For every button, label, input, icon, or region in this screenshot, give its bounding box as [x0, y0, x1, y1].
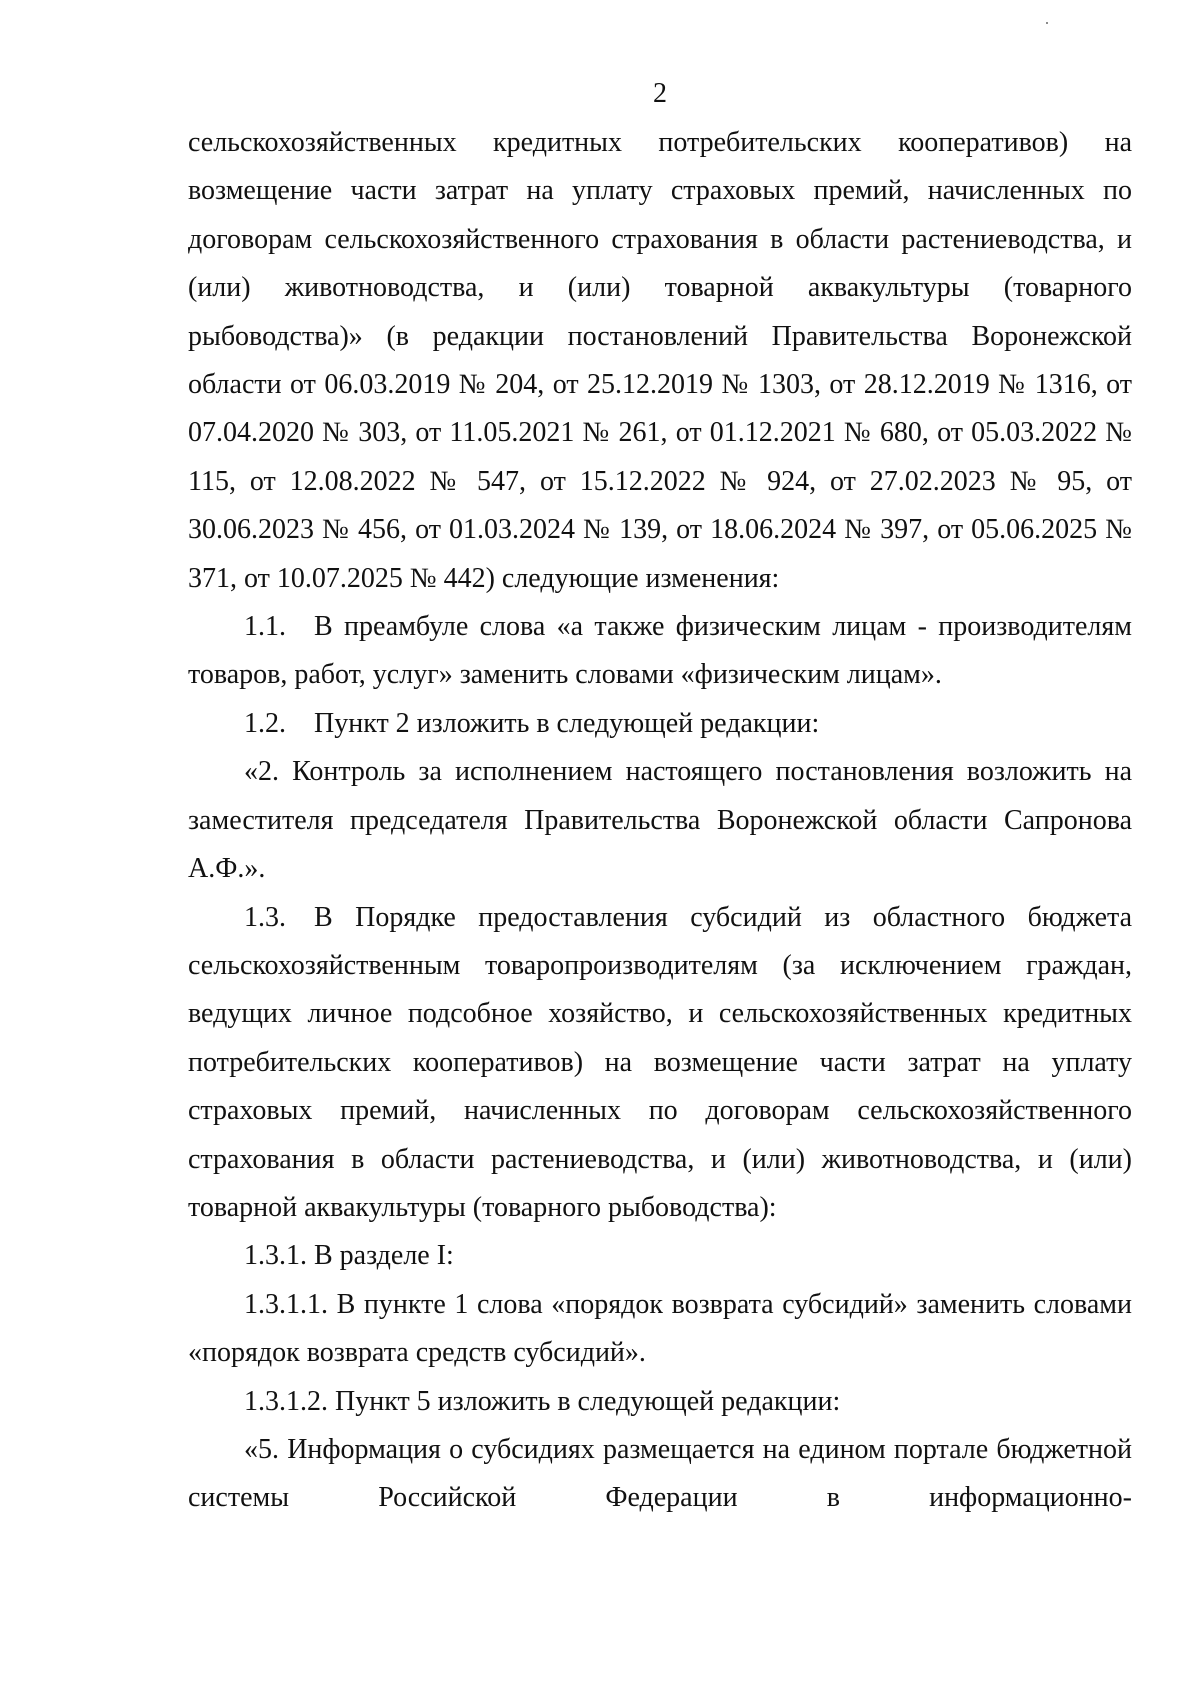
paragraph-item-1-3-1-1: 1.3.1.1. В пункте 1 слова «порядок возврата субсидий» заменить словами «порядок возврата средств субсидий». — [188, 1288, 1132, 1369]
paragraph-quote-item-5: «5. Информация о субсидиях размещается на едином портале бюджетной системы Российской Федерации в информационно- — [188, 1433, 1132, 1514]
paragraph-item-1-3-1: 1.3.1. В разделе I: — [244, 1240, 454, 1272]
paragraph-item-1-2: 1.2. Пункт 2 изложить в следующей редакции: — [244, 707, 820, 739]
scan-artifact-dot — [1046, 22, 1048, 24]
paragraph-continuation: сельскохозяйственных кредитных потребительских кооперативов) на возмещение части затрат на уплату страховых премий, начисленных по договорам сельскохозяйственного страхования в области растениеводства, и (или) животноводства, и (или) товарной аквакультуры (товарного рыбоводства)» (в редакции постановлений Правительства Воронежской области от 06.03.2019 № 204, от 25.12.2019 № 1303, от 28.12.2019 № 1316, от 07.04.2020 № 303, от 11.05.2021 № 261, от 01.12.2021 № 680, от 05.03.2022 № 115, от 12.08.2022 № 547, от 15.12.2022 № 924, от 27.02.2023 № 95, от 30.06.2023 № 456, от 01.03.2024 № 139, от 18.06.2024 № 397, от 05.06.2025 № 371, от 10.07.2025 № 442) следующие изменения: — [188, 127, 1132, 594]
paragraph-quote-item-2: «2. Контроль за исполнением настоящего постановления возложить на заместителя председателя Правительства Воронежской области Сапронова А.Ф.». — [188, 756, 1132, 885]
paragraph-item-1-3: 1.3. В Порядке предоставления субсидий из областного бюджета сельскохозяйственным товаропроизводителям (за исключением граждан, ведущих личное подсобное хозяйство, и сельскохозяйственных кредитных потребительских кооперативов) на возмещение части затрат на уплату страховых премий, начисленных по договорам сельскохозяйственного страхования в области растениеводства, и (или) животноводства, и (или) товарной аквакультуры (товарного рыбоводства): — [188, 901, 1132, 1223]
paragraph-item-1-1: 1.1. В преамбуле слова «а также физическим лицам - производителям товаров, работ, услуг» заменить словами «физическим лицам». — [188, 611, 1132, 691]
document-body — [188, 119, 1132, 1523]
paragraph-item-1-3-1-2: 1.3.1.2. Пункт 5 изложить в следующей редакции: — [244, 1385, 841, 1417]
page-number: 2 — [653, 78, 667, 109]
